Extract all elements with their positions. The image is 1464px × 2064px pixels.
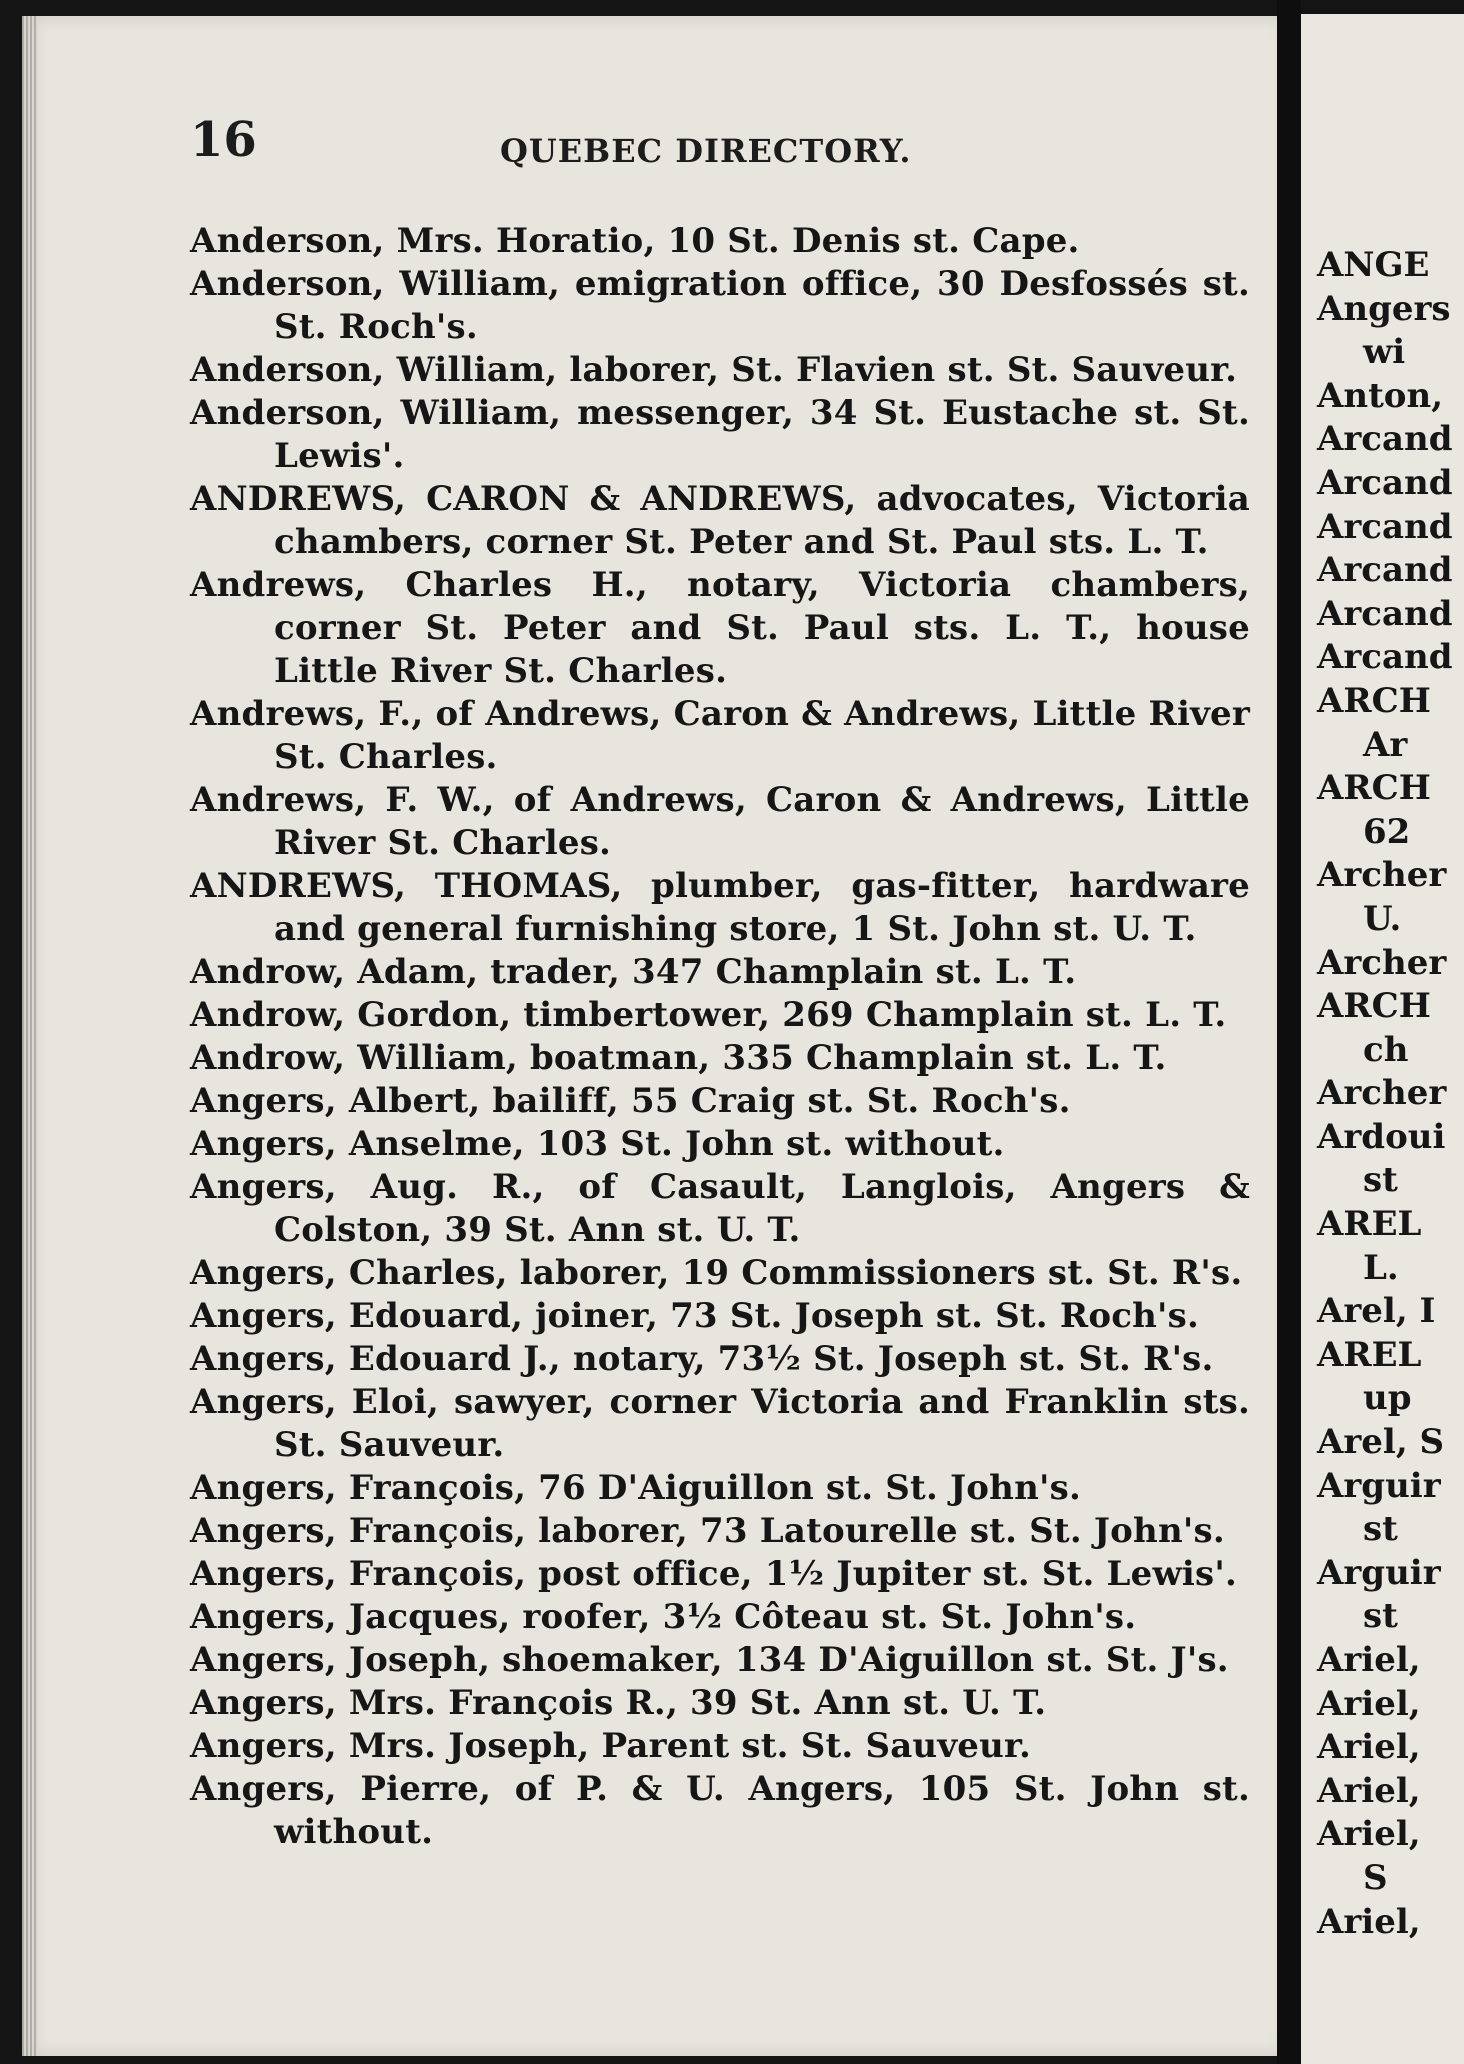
directory-entry: Angers, Joseph, shoemaker, 134 D'Aiguillon st. St. J's.	[190, 1640, 1229, 1680]
directory-entry: Androw, Adam, trader, 347 Champlain st. L. T.	[190, 952, 1077, 992]
directory-entry: Andrews, Charles H., notary, Victoria chambers, corner St. Peter and St. Paul sts. L. T., house Little River St. Charles.	[190, 565, 1250, 691]
page-number: 16	[190, 112, 257, 168]
directory-entry: ANDREWS, THOMAS, plumber, gas-fitter, hardware and general furnishing store, 1 St. John st. U. T.	[190, 866, 1250, 949]
right-page-fragment: st	[1363, 1596, 1398, 1637]
right-page-fragment: Arel, I	[1317, 1291, 1436, 1332]
directory-entry: Angers, François, post office, 1½ Jupiter st. St. Lewis'.	[190, 1554, 1238, 1594]
directory-entry: Angers, François, laborer, 73 Latourelle st. St. John's.	[190, 1511, 1225, 1551]
directory-entry: Anderson, William, emigration office, 30 Desfossés st. St. Roch's.	[190, 264, 1250, 347]
right-page-fragment: Arcand	[1317, 506, 1453, 547]
directory-entry: Anderson, William, messenger, 34 St. Eustache st. St. Lewis'.	[190, 393, 1250, 476]
right-page-fragment: Ariel,	[1317, 1814, 1421, 1855]
right-page-fragment: L.	[1363, 1247, 1399, 1288]
directory-entry: Angers, Pierre, of P. & U. Angers, 105 St. John st. without.	[190, 1769, 1250, 1852]
right-page-fragment: Arcand	[1317, 419, 1453, 460]
right-page-fragment: 62	[1363, 811, 1411, 852]
right-page-fragment: Arguir	[1317, 1552, 1441, 1593]
directory-entry: Anderson, William, laborer, St. Flavien st. St. Sauveur.	[190, 350, 1238, 390]
right-page-fragment: Archer	[1317, 1073, 1447, 1114]
right-page-fragment: Archer	[1317, 855, 1447, 896]
directory-entry: Androw, William, boatman, 335 Champlain st. L. T.	[190, 1038, 1167, 1078]
book-gutter	[1277, 0, 1301, 2064]
directory-entry: Angers, François, 76 D'Aiguillon st. St. John's.	[190, 1468, 1082, 1508]
right-page-fragment: S	[1363, 1857, 1388, 1898]
right-page-fragment: ch	[1363, 1029, 1409, 1070]
right-page-fragment: ARCH	[1317, 768, 1431, 809]
directory-entries	[190, 220, 1250, 1854]
right-page-fragment: AREL	[1317, 1334, 1422, 1375]
right-page-fragment: Arcand	[1317, 550, 1453, 591]
right-page-fragment: st	[1363, 1509, 1398, 1550]
right-page-fragment: Ariel,	[1317, 1640, 1421, 1680]
right-page-fragment: Arel, S	[1317, 1422, 1445, 1463]
directory-entry: Angers, Charles, laborer, 19 Commissioners st. St. R's.	[190, 1253, 1243, 1293]
right-page-fragment: Ariel,	[1317, 1901, 1421, 1942]
right-page-fragment: ARCH	[1317, 680, 1431, 721]
right-page-fragment: wi	[1363, 332, 1406, 373]
page-header	[190, 112, 950, 172]
right-page-fragment: U.	[1363, 898, 1402, 939]
right-page-fragment: ANGE	[1317, 245, 1430, 285]
right-page-fragment: Arcand	[1317, 637, 1453, 678]
right-page-fragment: Arcand	[1317, 462, 1453, 503]
directory-entry: Angers, Albert, bailiff, 55 Craig st. St. Roch's.	[190, 1081, 1071, 1121]
directory-entry: Angers, Jacques, roofer, 3½ Côteau st. St. John's.	[190, 1597, 1137, 1637]
directory-entry: Anderson, Mrs. Horatio, 10 St. Denis st. Cape.	[190, 221, 1080, 261]
right-page-fragment: Ariel,	[1317, 1727, 1421, 1768]
directory-entry: ANDREWS, CARON & ANDREWS, advocates, Victoria chambers, corner St. Peter and St. Paul sts. L. T.	[190, 479, 1250, 562]
right-page-fragment: Ar	[1363, 724, 1408, 765]
right-page-fragment: Arguir	[1317, 1465, 1441, 1506]
directory-entry: Angers, Edouard J., notary, 73½ St. Joseph st. St. R's.	[190, 1339, 1214, 1379]
directory-entry: Andrews, F., of Andrews, Caron & Andrews, Little River St. Charles.	[190, 694, 1250, 777]
directory-entry: Androw, Gordon, timbertower, 269 Champlain st. L. T.	[190, 995, 1227, 1035]
directory-entry: Andrews, F. W., of Andrews, Caron & Andrews, Little River St. Charles.	[190, 780, 1250, 863]
running-title: QUEBEC DIRECTORY.	[500, 132, 912, 170]
right-page-fragment: Ardoui	[1317, 1116, 1446, 1157]
right-page-fragment: Ariel,	[1317, 1770, 1421, 1811]
right-page-fragment: st	[1363, 1160, 1398, 1201]
right-page-fragment: Anton,	[1317, 375, 1444, 416]
right-page	[1301, 14, 1464, 2064]
right-page-fragment: Archer	[1317, 942, 1447, 983]
directory-entry: Angers, Eloi, sawyer, corner Victoria and Franklin sts. St. Sauveur.	[190, 1382, 1250, 1465]
directory-entry: Angers, Aug. R., of Casault, Langlois, Angers & Colston, 39 St. Ann st. U. T.	[190, 1167, 1250, 1250]
right-page-fragment: Arcand	[1317, 593, 1453, 634]
directory-entry: Angers, Edouard, joiner, 73 St. Joseph st. St. Roch's.	[190, 1296, 1200, 1336]
right-page-fragment: ARCH	[1317, 986, 1431, 1027]
right-page-fragment: Ariel,	[1317, 1683, 1421, 1724]
right-page-fragments	[1301, 244, 1464, 1944]
directory-entry: Angers, Mrs. François R., 39 St. Ann st. U. T.	[190, 1683, 1047, 1723]
right-page-fragment: AREL	[1317, 1204, 1422, 1245]
right-page-fragment: Angers	[1317, 288, 1451, 329]
directory-entry: Angers, Mrs. Joseph, Parent st. St. Sauveur.	[190, 1726, 1032, 1766]
right-page-fragment: up	[1363, 1378, 1412, 1419]
directory-entry: Angers, Anselme, 103 St. John st. without.	[190, 1124, 1005, 1164]
